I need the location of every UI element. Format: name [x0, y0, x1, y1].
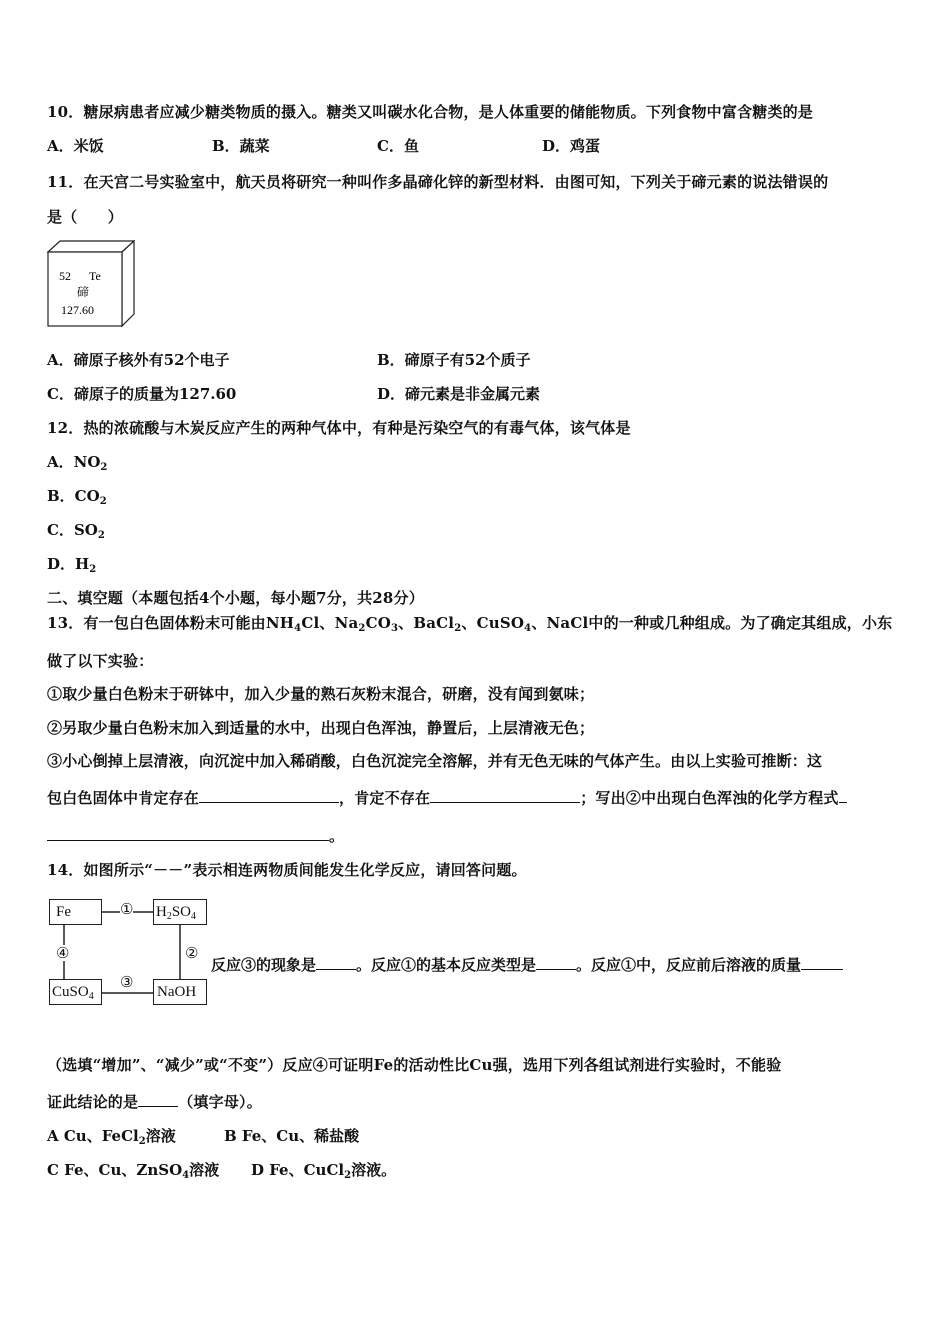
q14-line-4: 证此结论的是 （填字母）。	[47, 1093, 262, 1111]
q13-step-2: ②另取少量白色粉末加入到适量的水中，出现白色浑浊，静置后，上层清液无色；	[47, 719, 595, 737]
answer-blank-equation[interactable]	[47, 826, 329, 841]
tile-element-name: 碲	[77, 285, 90, 299]
q12-option-b: B．$CO_2$	[47, 487, 107, 507]
answer-blank-absent[interactable]	[430, 788, 580, 803]
answer-blank-mass-change[interactable]	[801, 955, 843, 970]
q13-line-7: 。	[47, 826, 344, 846]
q11-stem-line1: 11．在天宫二号实验室中，航天员将研究一种叫作多晶碲化锌的新型材料．由图可知，下列关于碲元素的说法错误的	[47, 173, 829, 191]
q14-side-text: 反应③的现象是 。反应①的基本反应类型是 。反应①中，反应前后溶液的质量	[211, 955, 843, 975]
reaction-diagram	[47, 895, 207, 1007]
tile-symbol: Te	[89, 269, 101, 283]
q11-option-a: A．碲原子核外有52个电子	[47, 351, 230, 369]
q14-option-c: C Fe、Cu、ZnSO$_4$溶液	[47, 1161, 220, 1181]
box-fe: Fe	[49, 899, 102, 925]
q12-option-c: C．$SO_2$	[47, 521, 105, 541]
reaction-label-2: ②	[185, 944, 199, 962]
q14-stem: 14．如图所示“－－”表示相连两物质间能发生化学反应，请回答问题。	[47, 861, 527, 879]
q11-stem-line2: 是（ ）	[47, 208, 124, 226]
q10-stem: 10．糖尿病患者应减少糖类物质的摄入。糖类又叫碳水化合物，是人体重要的储能物质。下列食物中富含糖类的是	[47, 103, 814, 121]
q13-step-3: ③小心倒掉上层清液，向沉淀中加入稀硝酸，白色沉淀完全溶解，并有无色无味的气体产生。由以上实验可推断：这	[47, 752, 823, 770]
answer-blank-letter[interactable]	[138, 1092, 178, 1107]
q11-option-d: D．碲元素是非金属元素	[377, 385, 541, 403]
reaction-label-4: ④	[56, 944, 70, 962]
q13-stem-line1: 13．有一包白色固体粉末可能由$NH_4Cl$、$Na_2CO_3$、BaCl$_2$、CuSO$_4$、NaCl中的一种或几种组成。为了确定其组成，小东	[47, 614, 893, 634]
q14-option-d: D Fe、CuCl$_2$溶液。	[251, 1161, 397, 1181]
q12-stem: 12．热的浓硫酸与木炭反应产生的两种气体中，有种是污染空气的有毒气体，该气体是	[47, 419, 631, 437]
q10-option-d: D．鸡蛋	[542, 137, 601, 155]
section-heading-fill-in: 二、填空题（本题包括4个小题，每小题7分，共28分）	[47, 589, 424, 607]
q10-option-a: A．米饭	[47, 137, 104, 155]
q10-option-b: B．蔬菜	[212, 137, 270, 155]
q12-option-d: D．$H_2$	[47, 555, 97, 575]
box-naoh: NaOH	[153, 979, 207, 1005]
q14-line-3: （选填“增加”、“减少”或“不变”）反应④可证明Fe的活动性比Cu强，选用下列各组试剂进行实验时，不能验	[47, 1056, 782, 1074]
q13-step-1: ①取少量白色粉末于研钵中，加入少量的熟石灰粉末混合，研磨，没有闻到氨味；	[47, 685, 595, 703]
q10-option-c: C．鱼	[377, 137, 419, 155]
q13-line-6: 包白色固体中肯定存在 ，肯定不存在 ；写出②中出现白色浑浊的化学方程式	[47, 788, 847, 808]
q14-option-b: B Fe、Cu、稀盐酸	[224, 1127, 360, 1145]
tile-atomic-mass: 127.60	[61, 303, 94, 317]
element-tile-tellurium	[47, 240, 135, 328]
answer-blank-phenomenon[interactable]	[316, 955, 356, 970]
tile-atomic-number: 52	[59, 269, 71, 283]
q11-option-c: C．碲原子的质量为127.60	[47, 385, 237, 403]
box-cuso4: CuSO$_4$	[49, 979, 102, 1005]
answer-blank-reaction-type[interactable]	[536, 955, 576, 970]
answer-blank-equation-start[interactable]	[839, 788, 847, 803]
q14-option-a: A Cu、FeCl$_2$溶液	[47, 1127, 176, 1147]
box-h2so4: $H_2SO_4$	[153, 899, 207, 925]
q13-stem-line2: 做了以下实验：	[47, 652, 154, 670]
q12-option-a: A．$NO_2$	[47, 453, 108, 473]
reaction-label-3: ③	[120, 973, 134, 991]
answer-blank-present[interactable]	[199, 788, 339, 803]
q11-option-b: B．碲原子有52个质子	[377, 351, 531, 369]
reaction-label-1: ①	[120, 900, 134, 918]
